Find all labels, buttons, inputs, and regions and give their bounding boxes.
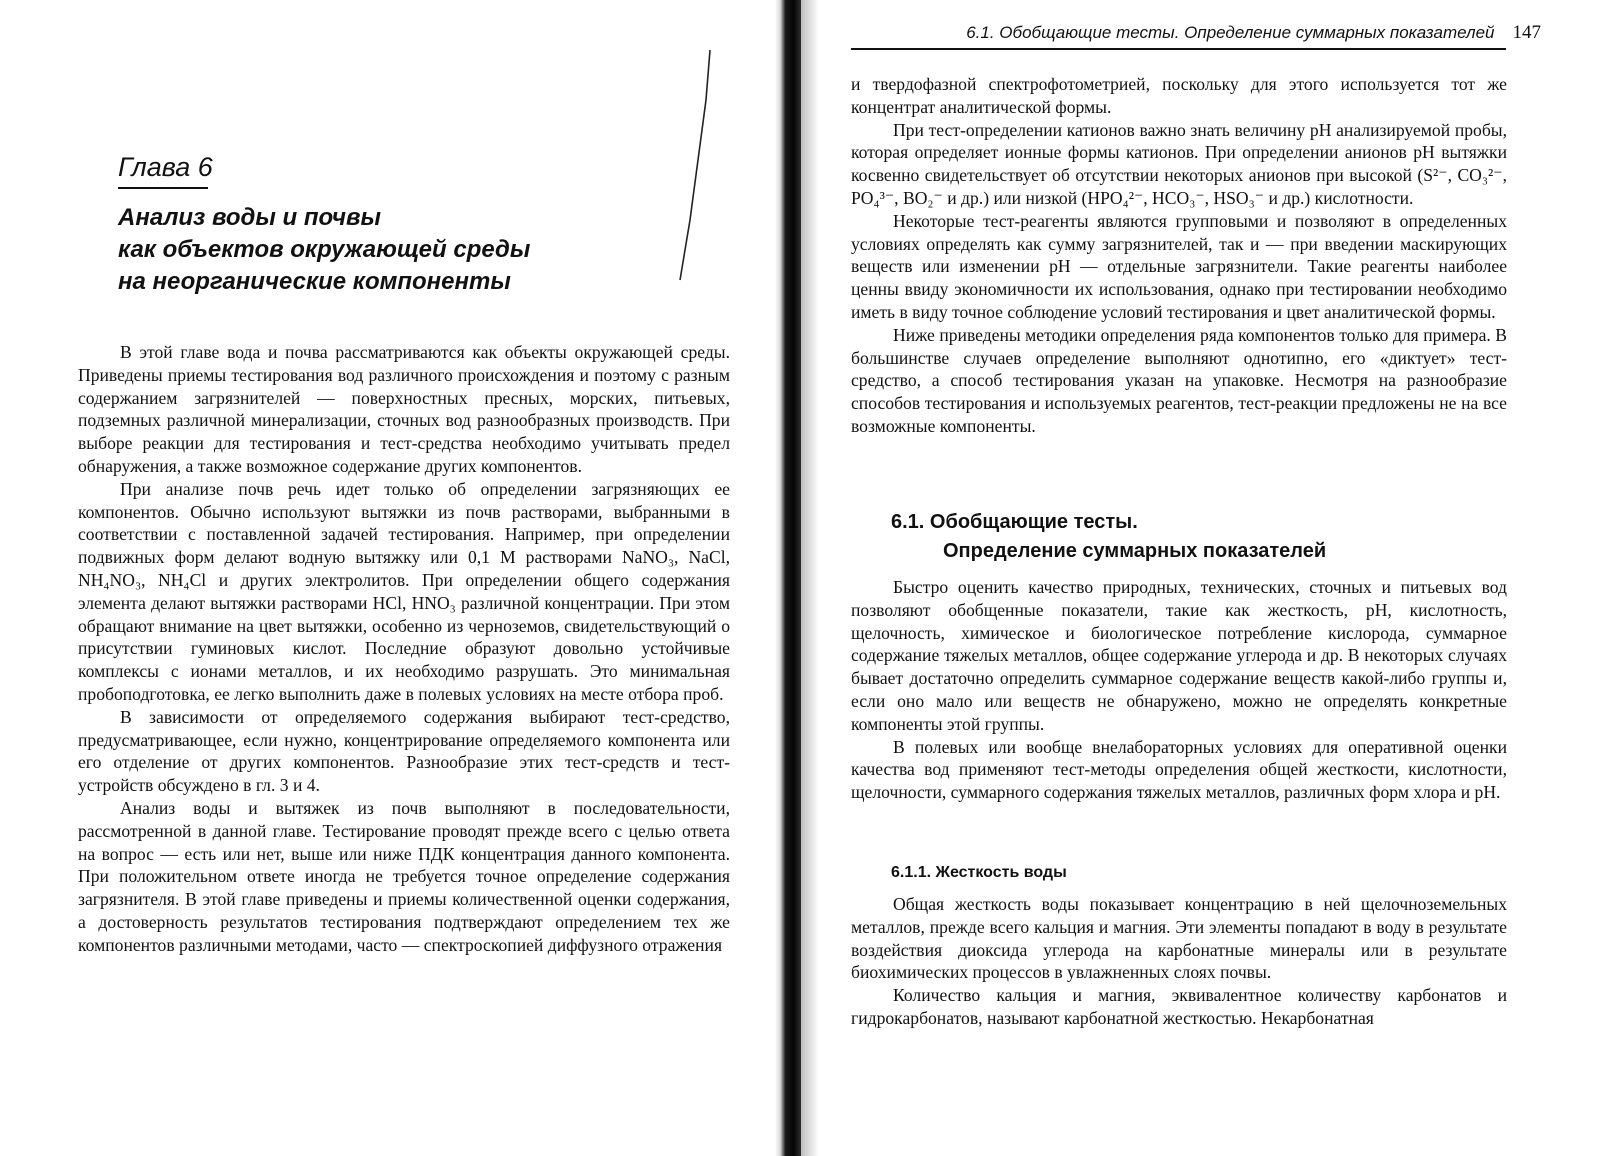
running-head — [851, 22, 1541, 44]
paragraph: При анализе почв речь идет только об определении загрязняющих ее компонентов. Обычно используют вытяжки из почв растворами, выбранными в соответствии с поставленной задачей тестирования. Например, при определении подвижных форм делают водную вытяжку или 0,1 М растворами NaNO₃, NaCl, NH₄NO₃, NH₄Cl и других электролитов. При определении общего содержания элемента делают вытяжки растворами HCl, HNO₃ различной концентрации. При этом обращают внимание на цвет вытяжки, особенно из черноземов, свидетельствующий о присутствии гуминовых кислот. Последние образуют довольно устойчивые комплексы с ионами металлов, и их необходимо разрушать. Это минимальная пробоподготовка, ее легко выполнить даже в полевых условиях на месте отбора проб. — [78, 478, 730, 704]
left-body-text — [78, 341, 730, 957]
paragraph: При тест-определении катионов важно знать величину pH анализируемой пробы, которая определяет ионные формы катионов. При определении анионов pH вытяжки косвенно свидетельствует об отсутствии некоторых анионов при высокой (S²⁻, CO₃²⁻, PO₄³⁻, BO₂⁻ и др.) или низкой (HPO₄²⁻, HCO₃⁻, HSO₃⁻ и др.) кислотности. — [851, 119, 1507, 208]
page-number: 147 — [1512, 22, 1541, 43]
chapter-title — [118, 202, 638, 298]
section-text — [851, 576, 1507, 804]
paragraph: Общая жесткость воды показывает концентрацию в ней щелочноземельных металлов, прежде всего кальция и магния. Эти элементы попадают в воду в результате воздействия диоксида углерода на карбонатные минералы или в результате биохимических процессов в увлажненных слоях почвы. — [851, 894, 1507, 983]
paragraph: Быстро оценить качество природных, технических, сточных и питьевых вод позволяют обобщенные показатели, такие как жесткость, pH, кислотность, щелочность, химическое и биологическое потребление кислорода, суммарное содержание тяжелых металлов, общее содержание углерода и др. В некоторых случаях бывает достаточно определить суммарное содержание веществ какой-либо группы и, если оно мало или веществ не обнаружено, можно не определять конкретные компоненты этой группы. — [851, 577, 1507, 734]
chapter-title-line: как объектов окружающей среды — [118, 236, 531, 263]
paragraph: Ниже приведены методики определения ряда компонентов только для примера. В большинстве случаев определение выполняют однотипно, его «диктует» тест-средство, а способ тестирования указан на упаковке. Несмотря на разнообразие способов тестирования и используемых реагентов, тест-реакции предложены не на все возможные компоненты. — [851, 324, 1507, 436]
paragraph: В этой главе вода и почва рассматриваются как объекты окружающей среды. Приведены приемы тестирования вод различного происхождения и поэтому с разным содержанием загрязнителей — поверхностных пресных, морских, питьевых, подземных различной минерализации, сточных вод разнообразных производств. При выборе реакции для тестирования и тест-средства необходимо учитывать предел обнаружения, а также возможное содержание других компонентов. — [78, 342, 730, 476]
chapter-title-line: Анализ воды и почвы — [118, 204, 381, 231]
right-top-text — [851, 73, 1507, 438]
spine-shadow — [801, 0, 819, 1156]
book-spine — [775, 0, 801, 1156]
paragraph: Количество кальция и магния, эквивалентное количеству карбонатов и гидрокарбонатов, называют карбонатной жесткостью. Некарбонатная — [851, 985, 1507, 1028]
chapter-title-line: на неорганические компоненты — [118, 268, 511, 295]
paragraph: В полевых или вообще внелабораторных условиях для оперативной оценки качества вод применяют тест-методы определения общей жесткости, кислотности, щелочности, суммарного содержания тяжелых металлов, различных форм хлора и pH. — [851, 736, 1507, 803]
chapter-label: Глава 6 — [118, 152, 213, 182]
right-page — [819, 0, 1601, 1156]
paragraph: Анализ воды и вытяжек из почв выполняют в последовательности, рассмотренной в данной главе. Тестирование проводят прежде всего с целью ответа на вопрос — есть или нет, выше или ниже ПДК концентрация данного компонента. При положительном ответе иногда не требуется точное определение содержания загрязнителя. В этой главе приведены и приемы количественной оценки содержания, а достоверность результатов тестирования подтверждают определением тех же компонентов различными методами, часто — спектроскопией диффузного отражения — [78, 797, 730, 955]
section-title-line: Определение суммарных показателей — [943, 540, 1327, 562]
subsection-text — [851, 893, 1507, 1030]
running-head-rule — [851, 48, 1506, 50]
left-page — [0, 0, 775, 1156]
section-title-line: 6.1. Обобщающие тесты. — [891, 511, 1138, 533]
paragraph: Некоторые тест-реагенты являются групповыми и позволяют в определенных условиях определять как сумму загрязнителей, так и — при введении маскирующих веществ или изменении pH — отдельные загрязнители. Такие реагенты наиболее ценны ввиду экономичности их использования, однако при тестировании необходимо иметь в виду точное соблюдение условий тестирования и цвет аналитической формы. — [851, 210, 1507, 322]
running-head-title: 6.1. Обобщающие тесты. Определение суммарных показателей — [966, 23, 1495, 42]
section-title — [891, 508, 1491, 566]
paragraph: и твердофазной спектрофотометрией, поскольку для этого используется тот же концентрат аналитической формы. — [851, 74, 1507, 117]
decorative-vertical-line — [650, 40, 730, 300]
paragraph: В зависимости от определяемого содержания выбирают тест-средство, предусматривающее, если нужно, концентрирование определяемого компонента или его отделение от других компонентов. Разнообразие этих тест-средств и тест-устройств обсуждено в гл. 3 и 4. — [78, 706, 730, 796]
subsection-title: 6.1.1. Жесткость воды — [891, 864, 1067, 881]
chapter-underline — [118, 187, 208, 189]
